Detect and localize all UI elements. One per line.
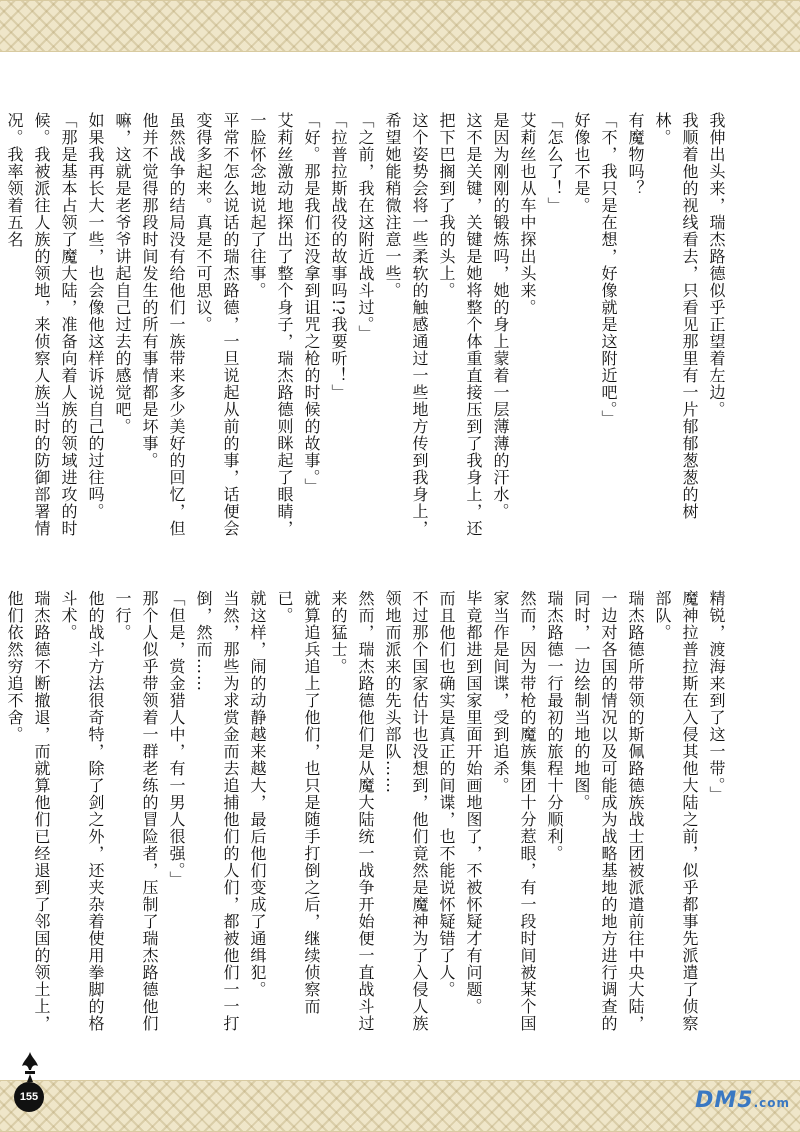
paragraph: 而且他们也确实是真正的间谍，也不能说怀疑错了人。 — [437, 590, 456, 998]
paragraph: 我伸出头来，瑞杰路德似乎正望着左边。 — [707, 112, 726, 418]
upper-text-column — [5, 112, 730, 552]
top-ornament-band — [0, 0, 800, 52]
paragraph — [0, 590, 1, 1045]
paragraph: 瑞杰路德一行最初的旅程十分顺利。 — [545, 590, 564, 862]
paragraph: 那个人似乎带领着一群老练的冒险者，压制了瑞杰路德他们一行。 — [113, 590, 159, 1032]
paragraph: 艾莉丝也从车中探出头来。 — [518, 112, 537, 316]
paragraph: 不过那个国家估计也没想到，他们竟然是魔神为了入侵人族领地而派来的先头部队…… — [383, 590, 429, 1032]
paragraph: 平常不怎么说话的瑞杰路德，一旦说起从前的事，话便会变得多起来。真是不可思议。 — [194, 112, 240, 537]
lower-text-column — [5, 590, 730, 1045]
paragraph: 如果我再长大一些，也会像他这样诉说自己的过往吗。 — [86, 112, 105, 520]
paragraph: 这不是关键，关键是她将整个体重直接压到了我身上，还把下巴搁到了我的头上。 — [437, 112, 483, 537]
paragraph: 魔神拉普拉斯在入侵其他大陆之前，似乎都事先派遣了侦察部队。 — [653, 590, 699, 1032]
paragraph: 「之前，我在这附近战斗过。」 — [356, 112, 375, 342]
paragraph: 精锐，渡海来到了这一带。」 — [707, 590, 726, 803]
paragraph: 当然，那些为求赏金而去追捕他们的人们，都被他们一一打倒，然而…… — [194, 590, 240, 1032]
paragraph: 有魔物吗？ — [626, 112, 645, 197]
site-watermark — [695, 1088, 790, 1113]
paragraph: 他的战斗方法很奇特，除了剑之外，还夹杂着使用拳脚的格斗术。 — [59, 590, 105, 1032]
paragraph: 就算追兵追上了他们，也只是随手打倒之后，继续侦察而已。 — [275, 590, 321, 1015]
paragraph: 虽然战争的结局没有给他们一族带来多少美好的回忆，但他并不觉得那段时间发生的所有事情都是坏事。 — [140, 112, 186, 537]
paragraph: 瑞杰路德所带领的斯佩路德族战士团被派遣前往中央大陆，一边对各国的情况以及可能成为战略基地的地方进行调查的同时，一边绘制当地的地图。 — [572, 590, 645, 1032]
paragraph: 好像也不是。 — [572, 112, 591, 214]
paragraph: 我顺着他的视线看去，只看见那里有一片郁郁葱葱的树林。 — [653, 112, 699, 520]
paragraph: 就这样，闹的动静越来越大，最后他们变成了通缉犯。 — [248, 590, 267, 998]
paragraph: 毕竟都进到国家里面开始画地图了，不被怀疑才有问题。 — [464, 590, 483, 1015]
paragraph: 「怎么了！」 — [545, 112, 564, 214]
watermark-text: DM5 — [695, 1088, 754, 1113]
fleur-de-lis-icon — [20, 1052, 40, 1082]
page-number: 155 — [14, 1082, 44, 1112]
paragraph: 瑞杰路德不断撤退，而就算他们已经退到了邻国的领土上，他们依然穷追不舍。 — [5, 590, 51, 1032]
paragraph: 「那是基本占领了魔大陆，准备向着人族的领域进攻的时候。我被派往人族的领地，来侦察人族当时的防御部署情况。我率领着五名 — [5, 112, 78, 537]
paragraph: 「但是，赏金猎人中，有一男人很强。」 — [167, 590, 186, 888]
paragraph: 「不，我只是在想，好像就是这附近吧。」 — [599, 112, 618, 427]
paragraph: 然而，因为带枪的魔族集团十分惹眼，有一段时间被某个国家当作是间谍，受到追杀。 — [491, 590, 537, 1032]
paragraph: 「拉普拉斯战役的故事吗!?我要听！」 — [329, 112, 348, 402]
paragraph: 这个姿势会将一些柔软的触感通过一些地方传到我身上，希望她能稍微注意一些。 — [383, 112, 429, 537]
paragraph: 艾莉丝激动地探出了整个身子，瑞杰路德则眯起了眼睛，一脸怀念地说起了往事。 — [248, 112, 294, 537]
paragraph: 然而，瑞杰路德他们是从魔大陆统一战争开始便一直战斗过来的猛士。 — [329, 590, 375, 1032]
paragraph: 是因为刚刚的锻炼吗，她的身上蒙着一层薄薄的汗水。 — [491, 112, 510, 520]
paragraph: 「好。那是我们还没拿到诅咒之枪的时候的故事。」 — [302, 112, 321, 495]
paragraph: 嘛，这就是老爷爷讲起自己过去的感觉吧。 — [113, 112, 132, 435]
bottom-ornament-band — [0, 1080, 800, 1132]
watermark-suffix: .com — [753, 1096, 790, 1110]
